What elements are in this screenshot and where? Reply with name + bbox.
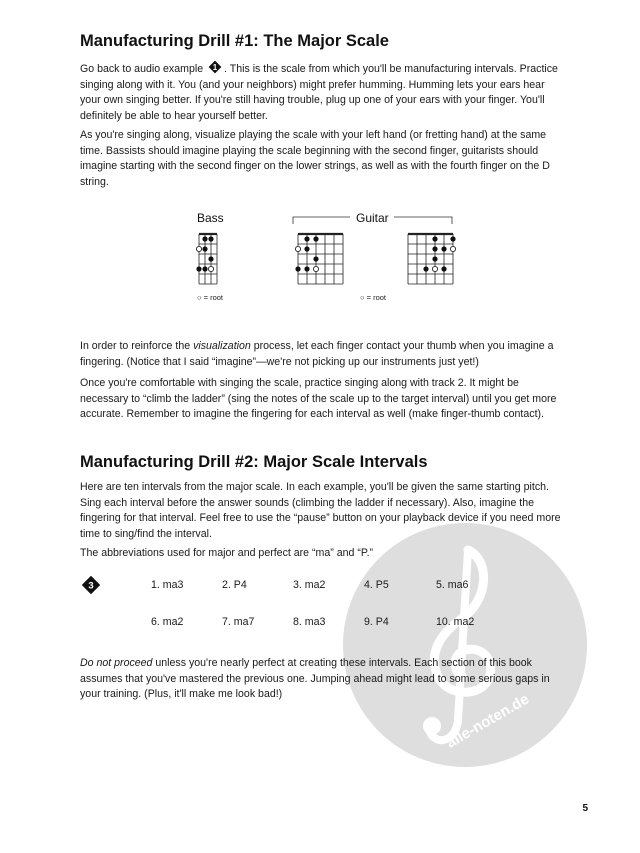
page-number: 5 bbox=[582, 803, 588, 814]
p3-emphasis: Do not proceed bbox=[80, 657, 153, 669]
watermark-text: alle-noten.de bbox=[443, 690, 533, 752]
section2-paragraph-1: Here are ten intervals from the major scale. In each example, you'll be given the same starting pitch. Sing each interval before the answer sounds (climbing the ladder if necessary). Also, imagine the fingering for that interval. Feel free to use the “pause” button on your playback device if you need more time to sing/find the interval. bbox=[80, 481, 561, 540]
interval-list bbox=[80, 575, 560, 635]
interval-item: 2. P4 bbox=[222, 579, 247, 591]
p3-after: process, let each finger contact your thumb when you imagine a fingering. (Notice that I said “imagine”—we're not picking up our instruments just yet!) bbox=[80, 340, 554, 368]
section2-paragraph-3 bbox=[80, 656, 568, 703]
p1-after: . This is the scale from which you'll be manufacturing intervals. Practice singing along with it. You (and your neighbors) might prefer humming. Humming lets your ears hear your own singing better. If you're still having trouble, plug up one of your ears with your finger. You'll definitely be able to hear yourself better. bbox=[80, 63, 558, 122]
section1-paragraph-4: Once you're comfortable with singing the scale, practice singing along with track 2. It might be necessary to “climb the ladder” (sing the notes of the scale up to the target interval) until you get more accurate. Remember to imagine the fingering for each interval as well (make finger-thumb contact). bbox=[80, 377, 557, 421]
section1-title: Manufacturing Drill #1: The Major Scale bbox=[80, 32, 389, 50]
scale-fingering-diagrams bbox=[180, 200, 490, 310]
track-1-diamond-icon bbox=[208, 60, 222, 74]
guitar-fretboard-1 bbox=[298, 234, 343, 284]
interval-item: 1. ma3 bbox=[151, 579, 184, 591]
interval-item: 5. ma6 bbox=[436, 579, 469, 591]
bass-label: Bass bbox=[197, 211, 224, 225]
interval-item: 6. ma2 bbox=[151, 616, 184, 628]
section2-paragraph-2: The abbreviations used for major and perfect are “ma” and “P.” bbox=[80, 547, 374, 559]
interval-item: 10. ma2 bbox=[436, 616, 475, 628]
interval-item: 3. ma2 bbox=[293, 579, 326, 591]
bass-fretboard bbox=[199, 234, 217, 284]
section1-paragraph-2: As you're singing along, visualize playing the scale with your left hand (or fretting hand) at the same time. Bassists should imagine playing the scale beginning with the second finger, guitarists should imagine starting with the second finger on the lower strings, as well as with the fourth finger on the D string. bbox=[80, 129, 550, 188]
track-3-number: 3 bbox=[88, 580, 94, 592]
p3-before: In order to reinforce the bbox=[80, 340, 194, 352]
fretboard-diagrams-svg bbox=[180, 200, 490, 310]
section1-paragraph-1 bbox=[80, 60, 568, 124]
interval-item: 4. P5 bbox=[364, 579, 389, 591]
interval-item: 7. ma7 bbox=[222, 616, 255, 628]
section1-paragraph-3 bbox=[80, 339, 568, 370]
guitar-label: Guitar bbox=[356, 211, 389, 225]
guitar-fretboard-2 bbox=[408, 234, 453, 284]
guitar-root-legend: ○ = root bbox=[360, 293, 387, 302]
interval-item: 8. ma3 bbox=[293, 616, 326, 628]
track-1-number: 1 bbox=[212, 63, 218, 72]
guitar-bracket bbox=[293, 217, 452, 224]
p1-before: Go back to audio example bbox=[80, 63, 204, 75]
p3-emphasis: visualization bbox=[193, 340, 251, 352]
track-3-diamond-icon bbox=[81, 575, 101, 595]
p3-after: unless you're nearly perfect at creating these intervals. Each section of this book assumes that you've mastered the previous one. Jumping ahead might lead to some serious gaps in your training. (Plus, it'll make me look bad!) bbox=[80, 657, 550, 701]
interval-item: 9. P4 bbox=[364, 616, 389, 628]
section2-title: Manufacturing Drill #2: Major Scale Intervals bbox=[80, 453, 428, 471]
bass-root-legend: ○ = root bbox=[197, 293, 224, 302]
